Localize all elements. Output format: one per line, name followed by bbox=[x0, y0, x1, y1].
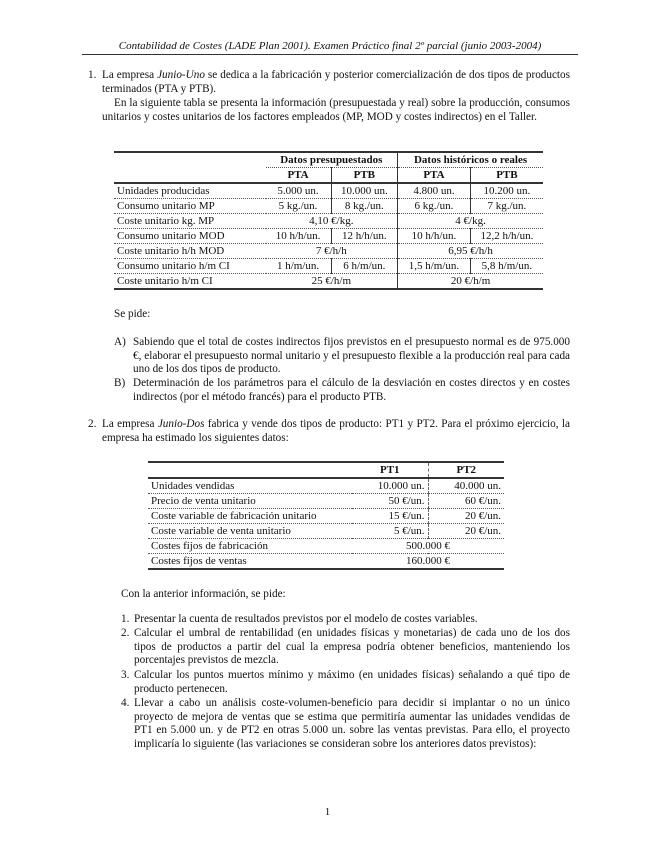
table-row: Coste unitario h/h MOD 7 €/h/h 6,95 €/h/h bbox=[114, 244, 543, 259]
table-row: Coste variable de fabricación unitario 15 €/un. 20 €/un. bbox=[148, 509, 504, 524]
table-row: Coste variable de venta unitario 5 €/un. 20 €/un. bbox=[148, 524, 504, 539]
item-text: Calcular los puntos muertos mínimo y máximo (en unidades físicas) señalando a qué tipo de producto pertenecen. bbox=[134, 669, 570, 695]
table-row: Consumo unitario h/m CI 1 h/m/un. 6 h/m/un. 1,5 h/m/un. 5,8 h/m/un. bbox=[114, 259, 543, 274]
table-row: Precio de venta unitario 50 €/un. 60 €/un. bbox=[148, 494, 504, 509]
col-header: PT1 bbox=[379, 463, 400, 476]
exercise-2-number: 2. bbox=[88, 418, 97, 430]
col-header: PTA bbox=[287, 168, 309, 181]
col-header: PT2 bbox=[428, 462, 504, 478]
exercise-2-se-pide: Con la anterior información, se pide: bbox=[121, 588, 286, 600]
exercise-2-table bbox=[148, 461, 504, 570]
exercise-1-intro2: En la siguiente tabla se presenta la información (presupuestada y real) sobre la producción, consumos unitarios y costes unitarios de los factores empleados (MP, MOD y costes indirectos) en el Taller. bbox=[102, 97, 570, 123]
item-label: A) bbox=[114, 336, 126, 348]
page-header: Contabilidad de Costes (LADE Plan 2001). Examen Práctico final 2º parcial (junio 2003-2004) bbox=[118, 40, 542, 52]
exercise-2-intro: La empresa Junio-Dos fabrica y vende dos tipos de producto: PT1 y PT2. Para el próximo ejercicio, la empresa ha estimado los siguientes datos: bbox=[102, 418, 570, 444]
item-label: 1. bbox=[121, 613, 130, 625]
table-row: Coste unitario kg. MP 4,10 €/kg. 4 €/kg. bbox=[114, 214, 543, 229]
col-header: PTB bbox=[470, 168, 543, 184]
company-name: Junio-Dos bbox=[157, 418, 205, 430]
table-row: Unidades vendidas 10.000 un. 40.000 un. bbox=[148, 478, 504, 494]
group-header-budget: Datos presupuestados bbox=[266, 152, 398, 168]
item-text: Determinación de los parámetros para el cálculo de la desviación en costes directos y en costes indirectos (por el método francés) para el producto PTB. bbox=[133, 377, 570, 403]
exercise-1-intro: La empresa Junio-Uno se dedica a la fabricación y posterior comercialización de dos tipos de productos terminados (PTA y PTB). bbox=[102, 69, 570, 95]
table-row: Costes fijos de ventas 160.000 € bbox=[148, 554, 504, 570]
header-rule bbox=[82, 54, 578, 55]
table-row: Costes fijos de fabricación 500.000 € bbox=[148, 539, 504, 554]
table-row: Unidades producidas 5.000 un. 10.000 un. 4.800 un. 10.200 un. bbox=[114, 183, 543, 199]
col-header: PTB bbox=[331, 168, 398, 184]
exercise-1-number: 1. bbox=[88, 69, 97, 81]
item-label: 2. bbox=[121, 627, 130, 639]
item-text: Presentar la cuenta de resultados previstos por el modelo de costes variables. bbox=[134, 613, 478, 625]
page-number: 1 bbox=[324, 806, 331, 818]
group-header-actual: Datos históricos o reales bbox=[398, 152, 543, 168]
exercise-1-table bbox=[114, 151, 543, 290]
company-name: Junio-Uno bbox=[157, 69, 205, 81]
item-text: Llevar a cabo un análisis coste-volumen-beneficio para decidir si implantar o no un único proyecto de mejora de ventas que se estima que permitiría aumentar las unidades vendidas de PT1 en 5.000 un. y de PT2 en otras 5.000 un. sobre las ventas previstas. Para ello, el proyecto implicaría lo siguiente (las variaciones se consideran sobre los anteriores datos previstos): bbox=[134, 697, 570, 750]
item-text: Sabiendo que el total de costes indirectos fijos previstos en el presupuesto normal es de 975.000 €, elaborar el presupuesto normal unitario y el presupuesto flexible a la producción real para cada uno de los dos tipos de producto. bbox=[133, 336, 570, 376]
item-label: 4. bbox=[121, 697, 130, 709]
table-row: Coste unitario h/m CI 25 €/h/m 20 €/h/m bbox=[114, 274, 543, 290]
item-text: Calcular el umbral de rentabilidad (en unidades físicas y monetarias) de cada uno de los dos tipos de productos a partir del cual la empresa podría obtener beneficios, manteniendo los porcentajes previstos de mezcla. bbox=[134, 627, 570, 667]
item-label: B) bbox=[114, 377, 126, 389]
table-row: Consumo unitario MP 5 kg./un. 8 kg./un. 6 kg./un. 7 kg./un. bbox=[114, 199, 543, 214]
table-row: Consumo unitario MOD 10 h/h/un. 12 h/h/un. 10 h/h/un. 12,2 h/h/un. bbox=[114, 229, 543, 244]
col-header: PTA bbox=[398, 168, 471, 184]
exercise-1-se-pide: Se pide: bbox=[114, 308, 151, 320]
item-label: 3. bbox=[121, 669, 130, 681]
